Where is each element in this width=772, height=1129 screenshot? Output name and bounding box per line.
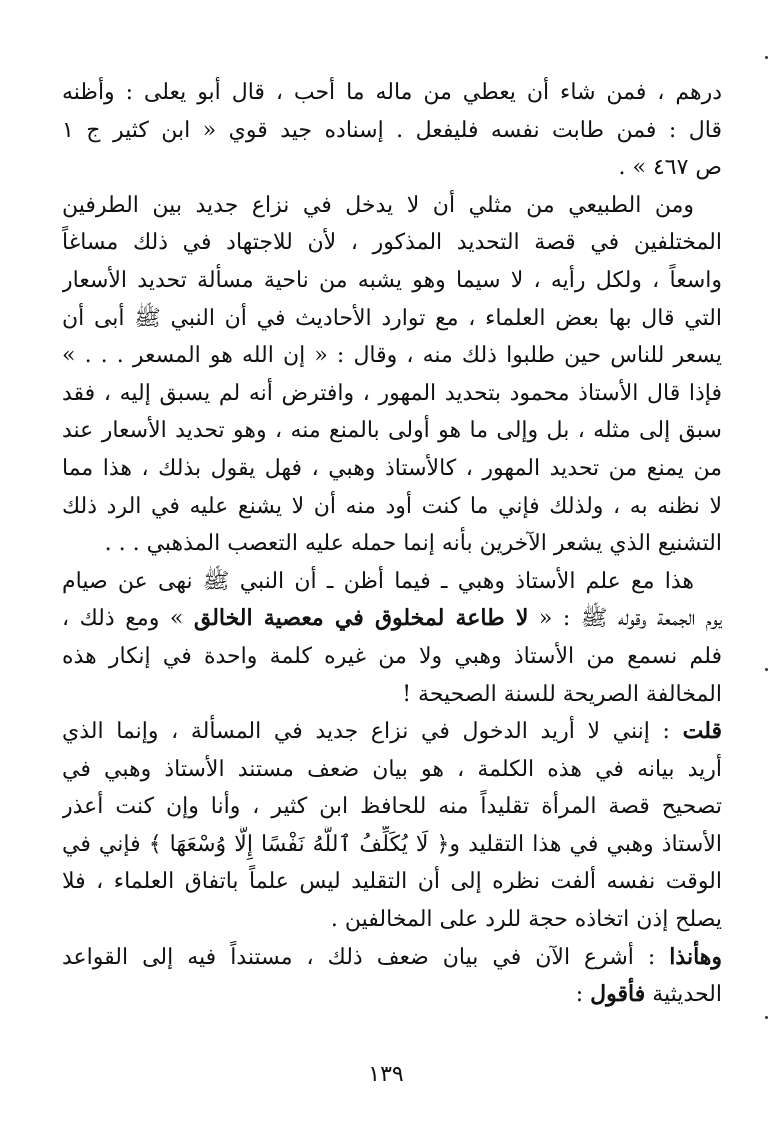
line-text-post: » ومع ذلك ، (62, 606, 194, 632)
text-line: أريد بيانه في هذه الكلمة ، هو بيان ضعف مستند الأستاذ وهبي في (62, 756, 722, 782)
text-line: هذا مع علم الأستاذ وهبي ـ فيما أظن ـ أن النبي ﷺ نهى عن صيام (62, 568, 694, 594)
text-line: سبق إلى مثله ، بل وإلى ما هو أولى بالمنع منه ، وهو تحديد الأسعار عند (62, 418, 722, 444)
text-line: المختلفين في قصة التحديد المذكور ، لأن للاجتهاد في ذلك مساغاً (62, 230, 722, 256)
text-line: تصحيح قصة المرأة تقليداً منه للحافظ ابن كثير ، وأنا وإن كنت أعذر (62, 794, 722, 820)
line-text-pre: الحديثية (645, 982, 722, 1008)
text-line: قال : فمن طابت نفسه فليفعل . إسناده جيد قوي « ابن كثير ج ١ (62, 117, 722, 143)
text-line: الوقت نفسه ألفت نظره إلى أن التقليد ليس علماً باتفاق العلماء ، فلا (62, 869, 722, 895)
bold-phrase: فأقول (590, 981, 646, 1008)
text-line: يسعر للناس حين طلبوا ذلك منه ، وقال : « إن الله هو المسعر . . . » (62, 343, 722, 369)
bold-lead-word: قلت (682, 718, 722, 745)
text-line: الأستاذ وهبي في هذا التقليد و﴿ لَا يُكَلِّفُ ٱللَّهُ نَفْسًا إِلَّا وُسْعَهَا ﴾ فإني في (62, 831, 722, 857)
line-text: : إنني لا أريد الدخول في نزاع جديد في المسألة ، وإنما الذي (62, 719, 683, 745)
text-line: لا نظنه به ، ولذلك فإني ما كنت أود منه أن لا يشنع عليه في الرد ذلك (62, 493, 722, 519)
text-line: ص ٤٦٧ » . (618, 155, 722, 181)
bold-lead-word: وهأنذا (669, 943, 722, 970)
bold-phrase: لا طاعة لمخلوق في معصية الخالق (193, 605, 529, 632)
text-line: فإذا قال الأستاذ محمود بتحديد المهور ، وافترض أنه لم يسبق إليه ، فقد (62, 380, 722, 406)
line-text: : أشرع الآن في بيان ضعف ذلك ، مستنداً فيه إلى القواعد (62, 944, 670, 970)
text-line: التي قال بها بعض العلماء ، مع توارد الأحاديث في أن النبي ﷺ أبى أن (62, 305, 722, 331)
text-line: درهم ، فمن شاء أن يعطي من ماله ما أحب ، قال أبو يعلى : وأظنه (62, 80, 722, 105)
line-text-pre: يوم الجمعة وقوله ﷺ : « (528, 606, 722, 632)
scan-speck (765, 56, 768, 59)
text-line: التشنيع الذي يشعر الآخرين بأنه إنما حمله عليه التعصب المذهبي . . . (104, 531, 722, 557)
page-body-text (62, 74, 722, 1014)
text-line: من يمنع من تحديد المهور ، كالأستاذ وهبي ، فهل يقول بذلك ، هذا مما (62, 455, 722, 481)
text-line (62, 976, 722, 1014)
text-line: يصلح إذن اتخاذه حجة للرد على المخالفين . (330, 907, 722, 933)
text-line: المخالفة الصريحة للسنة الصحيحة ! (402, 681, 722, 707)
page-number: ١٣٩ (368, 1062, 404, 1087)
text-line: ومن الطبيعي من مثلي أن لا يدخل في نزاع جديد بين الطرفين (62, 192, 694, 218)
text-line (62, 713, 722, 751)
text-line: فلم نسمع من الأستاذ وهبي ولا من غيره كلمة واحدة في إنكار هذه (62, 643, 722, 669)
text-line: واسعاً ، ولكل رأيه ، لا سيما وهو يشبه من ناحية مسألة تحديد الأسعار (62, 267, 722, 293)
text-line (62, 600, 722, 638)
scan-speck (765, 668, 768, 671)
line-text-post: : (575, 982, 591, 1008)
text-line (62, 939, 722, 977)
scan-speck (765, 1016, 768, 1019)
